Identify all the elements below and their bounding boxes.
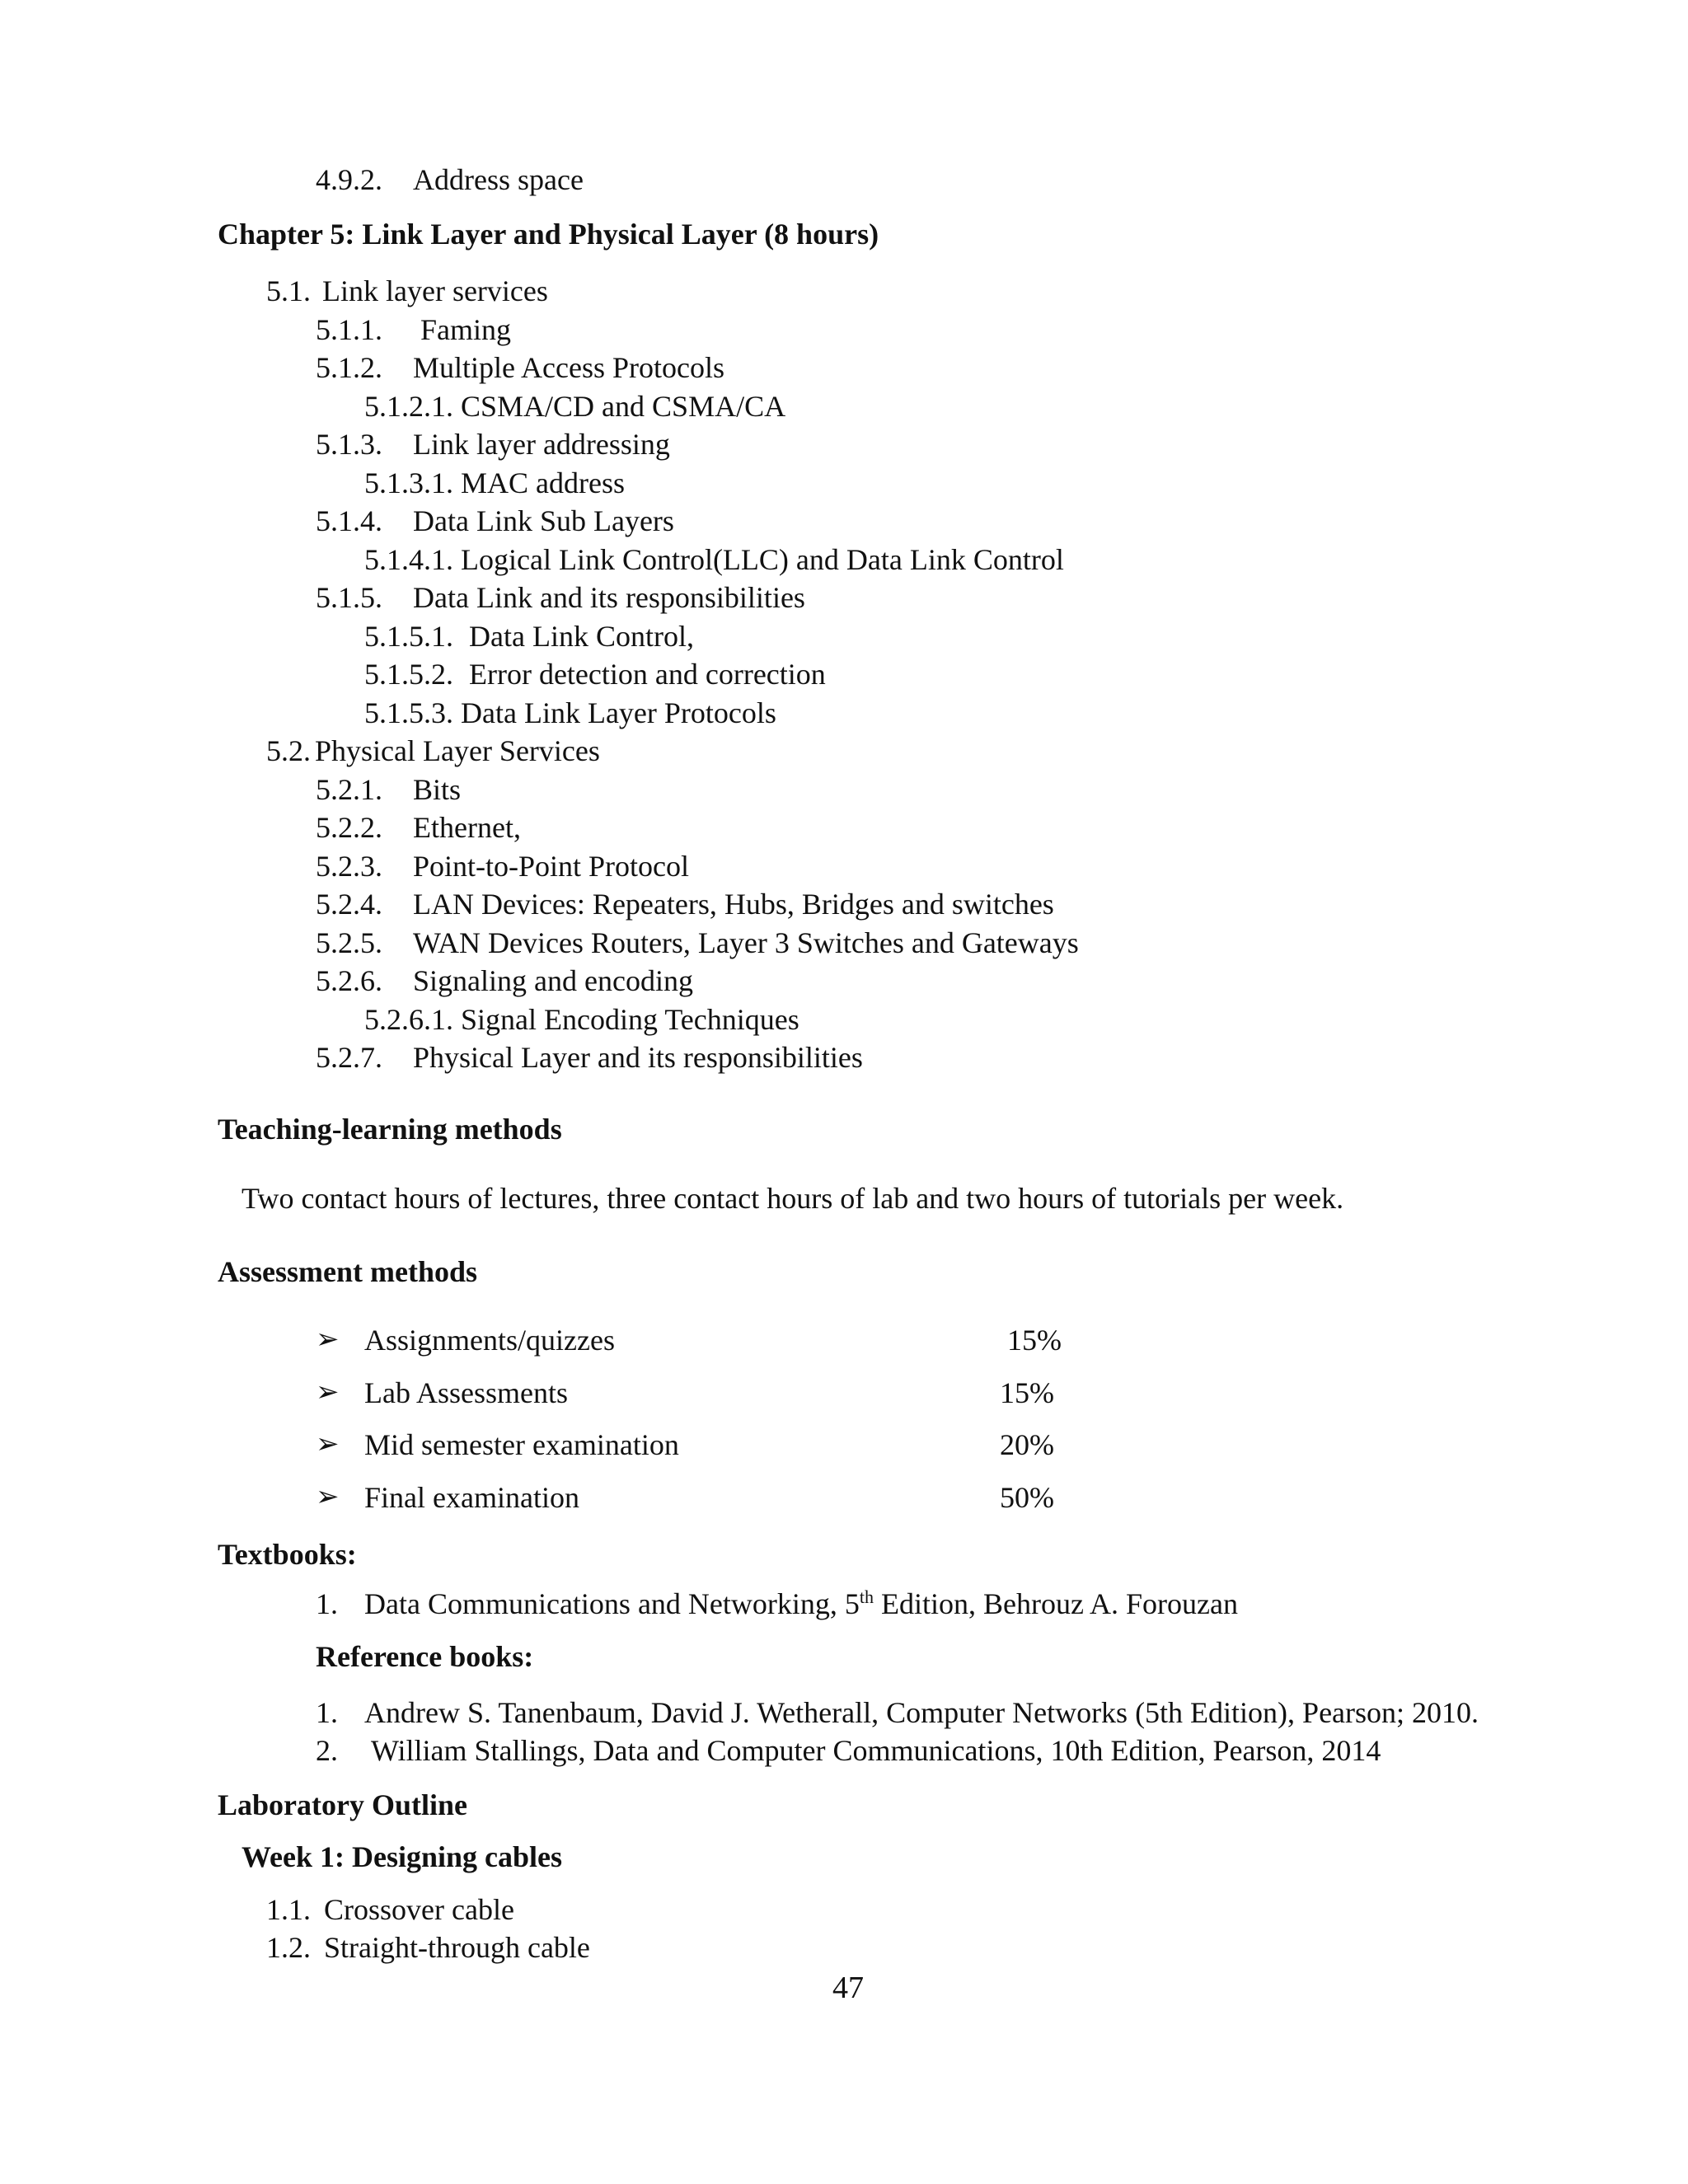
item-text: Ethernet,: [413, 811, 521, 844]
teaching-heading: Teaching-learning methods: [218, 1113, 562, 1146]
item-text: Bits: [413, 773, 462, 806]
item-text: Data Link Sub Layers: [413, 504, 674, 537]
assessment-percent: 15%: [1000, 1376, 1054, 1409]
outline-item-5-1: [266, 273, 548, 309]
textbook-author: Edition, Behrouz A. Forouzan: [874, 1587, 1238, 1620]
edition-superscript: th: [859, 1586, 874, 1607]
lab-item-1-2: [266, 1929, 590, 1966]
assessment-label: Final examination: [364, 1481, 579, 1514]
item-number: 5.1.1.: [316, 313, 382, 346]
assessment-percent: 50%: [1000, 1481, 1054, 1514]
item-number: 5.1.5.1.: [364, 620, 453, 653]
arrow-bullet-icon: ➢: [316, 1377, 340, 1408]
item-number: 5.1.: [266, 274, 311, 307]
lab-item-1-1: [266, 1891, 514, 1928]
item-number: 4.9.2.: [316, 163, 382, 196]
arrow-bullet-icon: ➢: [316, 1429, 340, 1460]
item-text: Point-to-Point Protocol: [413, 850, 690, 883]
teaching-text: Two contact hours of lectures, three contact hours of lab and two hours of tutorials per week.: [241, 1182, 1344, 1215]
outline-item-5-2-5: [316, 925, 1079, 961]
outline-item-5-1-3: [316, 426, 670, 462]
item-number: 5.1.4.: [316, 504, 382, 537]
textbook-item: [316, 1586, 1238, 1622]
outline-item-5-1-5-1: [364, 618, 694, 654]
lab-outline-heading: Laboratory Outline: [218, 1788, 467, 1821]
outline-item-5-1-5-3: 5.1.5.3. Data Link Layer Protocols: [364, 696, 776, 729]
item-text: Physical Layer Services: [315, 734, 600, 767]
item-text: Link layer services: [322, 274, 548, 307]
assessment-label: Assignments/quizzes: [364, 1324, 615, 1357]
item-number: 5.2.: [266, 734, 311, 767]
item-text: LAN Devices: Repeaters, Hubs, Bridges and switches: [413, 888, 1054, 921]
assessment-percent: 15%: [1007, 1324, 1062, 1357]
item-text: Faming: [420, 313, 512, 346]
item-number: 1.2.: [266, 1931, 311, 1964]
item-number: 5.2.1.: [316, 773, 382, 806]
item-text: Link layer addressing: [413, 428, 670, 461]
item-number: 5.2.2.: [316, 811, 382, 844]
outline-item-5-2: [266, 733, 600, 769]
lab-week-title: Week 1: Designing cables: [241, 1840, 563, 1873]
item-text: Andrew S. Tanenbaum, David J. Wetherall, Computer Networks (5th Edition), Pearson; 2010.: [364, 1696, 1479, 1729]
assessment-label: Mid semester examination: [364, 1428, 679, 1461]
outline-item-5-1-3-1: 5.1.3.1. MAC address: [364, 466, 625, 499]
outline-item-5-2-6-1: 5.2.6.1. Signal Encoding Techniques: [364, 1003, 799, 1036]
item-number: 5.2.3.: [316, 850, 382, 883]
item-number: 5.1.5.2.: [364, 658, 453, 691]
chapter-heading: Chapter 5: Link Layer and Physical Layer (8 hours): [218, 218, 879, 251]
outline-item-5-2-6: [316, 963, 693, 999]
item-text: Crossover cable: [324, 1893, 514, 1926]
item-number: 5.1.2.: [316, 351, 382, 384]
outline-item-5-2-7: [316, 1039, 863, 1076]
item-number: 5.2.6.: [316, 964, 382, 997]
outline-item-5-2-4: [316, 886, 1054, 922]
item-text: Error detection and correction: [469, 658, 826, 691]
outline-item-5-1-2: [316, 349, 724, 386]
outline-item-5-2-3: [316, 848, 690, 884]
reference-books-heading: Reference books:: [316, 1640, 534, 1673]
item-text: William Stallings, Data and Computer Communications, 10th Edition, Pearson, 2014: [371, 1734, 1381, 1767]
item-text: WAN Devices Routers, Layer 3 Switches and Gateways: [413, 926, 1079, 959]
item-text: Signaling and encoding: [413, 964, 693, 997]
item-number: 2.: [316, 1734, 338, 1767]
reference-item: [316, 1732, 1381, 1769]
textbook-title: Data Communications and Networking, 5: [364, 1587, 860, 1620]
arrow-bullet-icon: ➢: [316, 1482, 340, 1512]
page-number: 47: [832, 1971, 864, 2005]
assessment-heading: Assessment methods: [218, 1255, 477, 1288]
assessment-percent: 20%: [1000, 1428, 1054, 1461]
outline-item-4-9-2: [316, 162, 584, 198]
assessment-label: Lab Assessments: [364, 1376, 568, 1409]
outline-item-5-2-2: [316, 809, 521, 846]
item-text: Multiple Access Protocols: [413, 351, 724, 384]
outline-item-5-1-4: [316, 503, 674, 539]
item-number: 1.: [316, 1587, 338, 1620]
item-number: 5.1.5.: [316, 581, 382, 614]
outline-item-5-1-1: [316, 312, 512, 348]
item-number: 5.2.7.: [316, 1041, 382, 1074]
item-text: Address space: [413, 163, 584, 196]
item-number: 5.2.4.: [316, 888, 382, 921]
item-number: 1.1.: [266, 1893, 311, 1926]
reference-item: [316, 1694, 1479, 1731]
item-number: 1.: [316, 1696, 338, 1729]
item-text: Physical Layer and its responsibilities: [413, 1041, 863, 1074]
item-text: Data Link and its responsibilities: [413, 581, 805, 614]
item-text: [364, 1586, 1238, 1622]
outline-item-5-1-4-1: 5.1.4.1. Logical Link Control(LLC) and Data Link Control: [364, 543, 1064, 576]
item-number: 5.1.3.: [316, 428, 382, 461]
textbooks-heading: Textbooks:: [218, 1538, 357, 1571]
outline-item-5-1-5-2: [364, 656, 826, 692]
outline-item-5-1-2-1: 5.1.2.1. CSMA/CD and CSMA/CA: [364, 390, 786, 423]
item-number: 5.2.5.: [316, 926, 382, 959]
outline-item-5-2-1: [316, 771, 462, 808]
item-text: Data Link Control,: [469, 620, 694, 653]
arrow-bullet-icon: ➢: [316, 1324, 340, 1355]
item-text: Straight-through cable: [324, 1931, 590, 1964]
outline-item-5-1-5: [316, 579, 805, 616]
